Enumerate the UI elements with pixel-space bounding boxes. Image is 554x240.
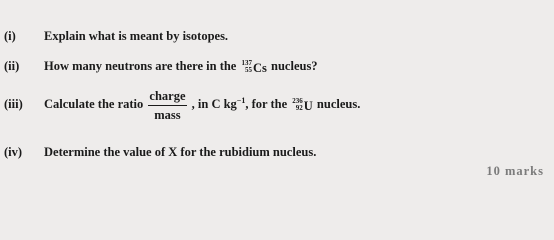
nuclide-cs-137-numbers [241, 60, 252, 74]
nuclide-cs-137-atomic-number: 55 [244, 65, 252, 74]
question-text-iii-after: nucleus. [316, 96, 361, 111]
question-text-ii-before: How many neutrons are there in the [44, 59, 237, 73]
question-text-ii-after: nucleus? [271, 59, 318, 73]
question-text-iii-before: Calculate the ratio [44, 96, 144, 111]
question-text-iv: Determine the value of X for the rubidium nucleus. [44, 145, 317, 159]
nuclide-u-236-symbol: U [303, 98, 313, 113]
nuclide-cs-137 [241, 60, 266, 75]
question-text-iii [44, 89, 360, 121]
nuclide-cs-137-symbol: Cs [252, 60, 267, 75]
question-text-iii-unit: , in C kg [191, 96, 237, 111]
question-text-iii-for-the: , for the [245, 96, 288, 111]
fraction-numerator: charge [148, 90, 186, 106]
question-label-ii: (ii) [4, 59, 20, 73]
unit-exponent: −1 [236, 95, 246, 105]
question-label-iii: (iii) [4, 97, 23, 111]
question-text-ii [44, 59, 318, 75]
marks-indicator: 10 marks [486, 164, 544, 178]
question-label-iv: (iv) [4, 145, 23, 159]
fraction-denominator: mass [154, 108, 181, 122]
nuclide-u-236 [292, 97, 313, 112]
nuclide-u-236-numbers [292, 98, 303, 112]
nuclide-cs-137-mass-number: 137 [241, 58, 252, 67]
nuclide-u-236-mass-number: 236 [292, 96, 303, 105]
charge-mass-fraction [148, 90, 186, 122]
nuclide-u-236-atomic-number: 92 [295, 103, 303, 112]
question-text-i: Explain what is meant by isotopes. [44, 29, 229, 43]
question-label-i: (i) [4, 29, 16, 43]
